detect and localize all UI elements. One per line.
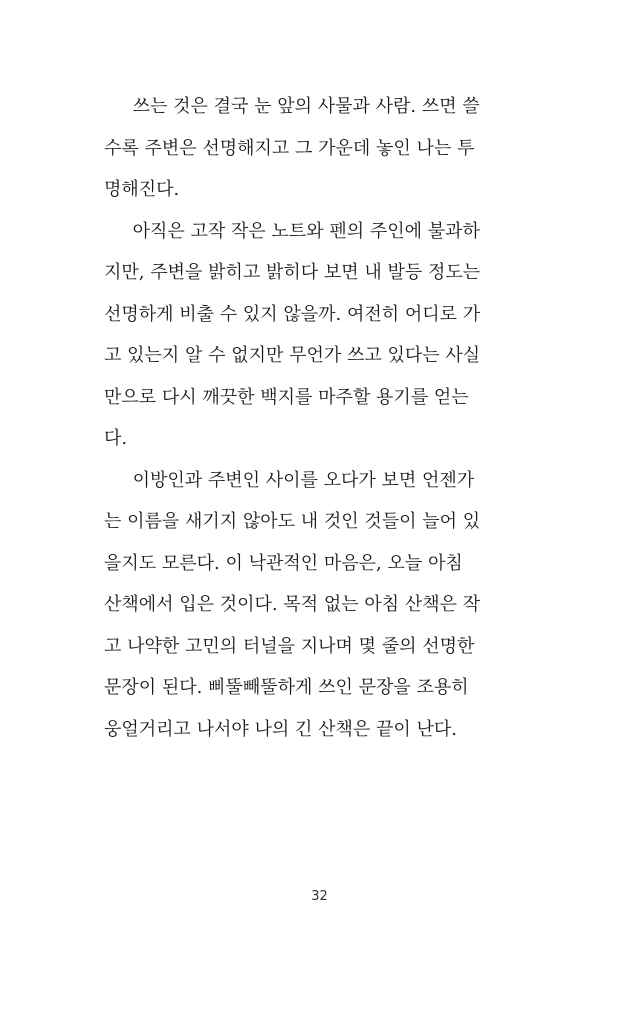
text-line: 아직은 고작 작은 노트와 펜의 주인에 불과하 (104, 220, 480, 242)
text-line: 을지도 모른다. 이 낙관적인 마음은, 오늘 아침 (104, 552, 463, 574)
text-line: 명해진다. (104, 179, 180, 200)
text-line: 쓰는 것은 결국 눈 앞의 사물과 사람. 쓰면 쓸 (104, 96, 480, 117)
text-line: 고 있는지 알 수 없지만 무언가 쓰고 있다는 사실 (104, 345, 481, 366)
paragraph-1 (104, 86, 512, 211)
body-text (104, 86, 512, 750)
text-line: 이방인과 주변인 사이를 오다가 보면 언젠가 (104, 469, 475, 491)
text-line: 웅얼거리고 나서야 나의 긴 산책은 끝이 난다. (104, 718, 458, 740)
text-line: 는 이름을 새기지 않아도 내 것인 것들이 늘어 있 (104, 511, 481, 532)
text-line: 다. (104, 428, 128, 449)
paragraph-3 (104, 460, 512, 751)
text-line: 고 나약한 고민의 터널을 지나며 몇 줄의 선명한 (104, 635, 475, 657)
text-line: 만으로 다시 깨끗한 백지를 마주할 용기를 얻는 (104, 386, 469, 408)
page-number: 32 (311, 889, 328, 904)
text-line: 지만, 주변을 밝히고 밝히다 보면 내 발등 정도는 (104, 262, 481, 283)
paragraph-2 (104, 211, 512, 460)
text-line: 산책에서 입은 것이다. 목적 없는 아침 산책은 작 (104, 594, 481, 615)
text-line: 문장이 된다. 삐뚤빼뚤하게 쓰인 문장을 조용히 (104, 677, 469, 698)
text-line: 수록 주변은 선명해지고 그 가운데 놓인 나는 투 (104, 137, 475, 159)
text-line: 선명하게 비출 수 있지 않을까. 여전히 어디로 가 (104, 303, 481, 325)
